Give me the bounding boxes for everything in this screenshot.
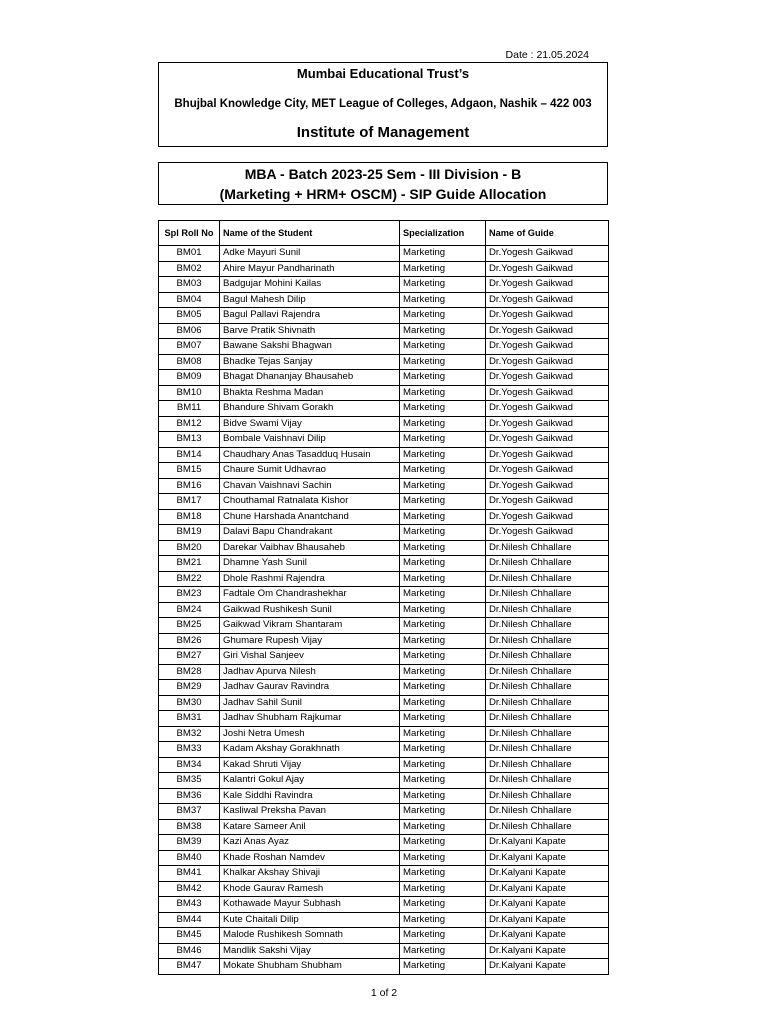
cell-roll-no: BM36: [159, 788, 220, 804]
cell-roll-no: BM33: [159, 742, 220, 758]
table-row: [159, 897, 609, 913]
cell-student-name: Gaikwad Vikram Shantaram: [220, 618, 400, 634]
cell-specialization: Marketing: [400, 633, 486, 649]
cell-specialization: Marketing: [400, 277, 486, 293]
cell-roll-no: BM07: [159, 339, 220, 355]
cell-guide-name: Dr.Nilesh Chhallare: [486, 726, 609, 742]
cell-specialization: Marketing: [400, 556, 486, 572]
document-date: Date : 21.05.2024: [505, 49, 589, 61]
cell-specialization: Marketing: [400, 246, 486, 262]
cell-specialization: Marketing: [400, 897, 486, 913]
cell-student-name: Giri Vishal Sanjeev: [220, 649, 400, 665]
cell-guide-name: Dr.Nilesh Chhallare: [486, 602, 609, 618]
cell-student-name: Kale Siddhi Ravindra: [220, 788, 400, 804]
cell-student-name: Khode Gaurav Ramesh: [220, 881, 400, 897]
cell-specialization: Marketing: [400, 866, 486, 882]
title-line-2: (Marketing + HRM+ OSCM) - SIP Guide Allocation: [219, 186, 547, 202]
cell-specialization: Marketing: [400, 261, 486, 277]
table-row: [159, 385, 609, 401]
cell-specialization: Marketing: [400, 571, 486, 587]
table-row: [159, 928, 609, 944]
cell-student-name: Badgujar Mohini Kailas: [220, 277, 400, 293]
cell-roll-no: BM21: [159, 556, 220, 572]
cell-specialization: Marketing: [400, 757, 486, 773]
cell-student-name: Bhagat Dhananjay Bhausaheb: [220, 370, 400, 386]
cell-guide-name: Dr.Nilesh Chhallare: [486, 664, 609, 680]
cell-specialization: Marketing: [400, 664, 486, 680]
cell-student-name: Gaikwad Rushikesh Sunil: [220, 602, 400, 618]
cell-roll-no: BM02: [159, 261, 220, 277]
cell-guide-name: Dr.Kalyani Kapate: [486, 866, 609, 882]
cell-student-name: Chune Harshada Anantchand: [220, 509, 400, 525]
cell-roll-no: BM41: [159, 866, 220, 882]
cell-specialization: Marketing: [400, 788, 486, 804]
cell-roll-no: BM22: [159, 571, 220, 587]
cell-student-name: Bidve Swami Vijay: [220, 416, 400, 432]
cell-specialization: Marketing: [400, 726, 486, 742]
cell-specialization: Marketing: [400, 308, 486, 324]
cell-specialization: Marketing: [400, 323, 486, 339]
table-row: [159, 819, 609, 835]
table-row: [159, 540, 609, 556]
cell-roll-no: BM29: [159, 680, 220, 696]
table-row: [159, 308, 609, 324]
cell-student-name: Jadhav Gaurav Ravindra: [220, 680, 400, 696]
table-row: [159, 494, 609, 510]
cell-student-name: Katare Sameer Anil: [220, 819, 400, 835]
cell-student-name: Dalavi Bapu Chandrakant: [220, 525, 400, 541]
cell-student-name: Ahire Mayur Pandharinath: [220, 261, 400, 277]
cell-student-name: Chouthamal Ratnalata Kishor: [220, 494, 400, 510]
cell-specialization: Marketing: [400, 850, 486, 866]
cell-student-name: Bombale Vaishnavi Dilip: [220, 432, 400, 448]
cell-student-name: Khalkar Akshay Shivaji: [220, 866, 400, 882]
cell-guide-name: Dr.Nilesh Chhallare: [486, 773, 609, 789]
table-row: [159, 246, 609, 262]
cell-roll-no: BM14: [159, 447, 220, 463]
table-row: [159, 416, 609, 432]
title-line-1: MBA - Batch 2023-25 Sem - III Division - B: [244, 166, 522, 182]
cell-student-name: Kakad Shruti Vijay: [220, 757, 400, 773]
cell-specialization: Marketing: [400, 401, 486, 417]
table-row: [159, 323, 609, 339]
cell-guide-name: Dr.Yogesh Gaikwad: [486, 447, 609, 463]
cell-guide-name: Dr.Nilesh Chhallare: [486, 649, 609, 665]
cell-student-name: Mokate Shubham Shubham: [220, 959, 400, 975]
table-row: [159, 556, 609, 572]
cell-guide-name: Dr.Nilesh Chhallare: [486, 633, 609, 649]
cell-roll-no: BM10: [159, 385, 220, 401]
cell-roll-no: BM08: [159, 354, 220, 370]
cell-guide-name: Dr.Nilesh Chhallare: [486, 587, 609, 603]
cell-roll-no: BM47: [159, 959, 220, 975]
cell-specialization: Marketing: [400, 354, 486, 370]
cell-guide-name: Dr.Yogesh Gaikwad: [486, 525, 609, 541]
table-row: [159, 339, 609, 355]
cell-roll-no: BM01: [159, 246, 220, 262]
cell-guide-name: Dr.Yogesh Gaikwad: [486, 478, 609, 494]
table-row: [159, 866, 609, 882]
cell-guide-name: Dr.Kalyani Kapate: [486, 850, 609, 866]
col-header-specialization: Specialization: [400, 221, 486, 246]
table-row: [159, 277, 609, 293]
cell-roll-no: BM24: [159, 602, 220, 618]
cell-guide-name: Dr.Nilesh Chhallare: [486, 571, 609, 587]
cell-guide-name: Dr.Yogesh Gaikwad: [486, 323, 609, 339]
cell-specialization: Marketing: [400, 339, 486, 355]
cell-specialization: Marketing: [400, 509, 486, 525]
cell-specialization: Marketing: [400, 773, 486, 789]
cell-guide-name: Dr.Kalyani Kapate: [486, 897, 609, 913]
cell-roll-no: BM05: [159, 308, 220, 324]
cell-specialization: Marketing: [400, 385, 486, 401]
cell-student-name: Chaure Sumit Udhavrao: [220, 463, 400, 479]
col-header-guide-name: Name of Guide: [486, 221, 609, 246]
col-header-student-name: Name of the Student: [220, 221, 400, 246]
cell-roll-no: BM12: [159, 416, 220, 432]
cell-guide-name: Dr.Nilesh Chhallare: [486, 695, 609, 711]
cell-roll-no: BM16: [159, 478, 220, 494]
cell-guide-name: Dr.Yogesh Gaikwad: [486, 416, 609, 432]
cell-guide-name: Dr.Yogesh Gaikwad: [486, 292, 609, 308]
cell-guide-name: Dr.Yogesh Gaikwad: [486, 385, 609, 401]
cell-student-name: Kadam Akshay Gorakhnath: [220, 742, 400, 758]
table-row: [159, 432, 609, 448]
cell-guide-name: Dr.Kalyani Kapate: [486, 912, 609, 928]
cell-specialization: Marketing: [400, 695, 486, 711]
cell-roll-no: BM38: [159, 819, 220, 835]
cell-specialization: Marketing: [400, 819, 486, 835]
cell-specialization: Marketing: [400, 602, 486, 618]
table-row: [159, 850, 609, 866]
cell-guide-name: Dr.Yogesh Gaikwad: [486, 509, 609, 525]
cell-roll-no: BM44: [159, 912, 220, 928]
cell-student-name: Mandlik Sakshi Vijay: [220, 943, 400, 959]
cell-specialization: Marketing: [400, 478, 486, 494]
cell-specialization: Marketing: [400, 912, 486, 928]
institution-address: Bhujbal Knowledge City, MET League of Colleges, Adgaon, Nashik – 422 003: [174, 98, 592, 110]
cell-roll-no: BM18: [159, 509, 220, 525]
cell-roll-no: BM32: [159, 726, 220, 742]
table-row: [159, 478, 609, 494]
cell-roll-no: BM19: [159, 525, 220, 541]
table-row: [159, 680, 609, 696]
cell-roll-no: BM46: [159, 943, 220, 959]
cell-student-name: Jadhav Sahil Sunil: [220, 695, 400, 711]
cell-roll-no: BM15: [159, 463, 220, 479]
cell-specialization: Marketing: [400, 463, 486, 479]
cell-roll-no: BM37: [159, 804, 220, 820]
cell-guide-name: Dr.Kalyani Kapate: [486, 959, 609, 975]
cell-student-name: Jadhav Shubham Rajkumar: [220, 711, 400, 727]
cell-specialization: Marketing: [400, 835, 486, 851]
cell-guide-name: Dr.Kalyani Kapate: [486, 881, 609, 897]
cell-roll-no: BM42: [159, 881, 220, 897]
guide-allocation-table: [158, 220, 609, 975]
cell-specialization: Marketing: [400, 370, 486, 386]
cell-guide-name: Dr.Yogesh Gaikwad: [486, 277, 609, 293]
table-row: [159, 959, 609, 975]
cell-roll-no: BM35: [159, 773, 220, 789]
table-row: [159, 292, 609, 308]
cell-guide-name: Dr.Yogesh Gaikwad: [486, 463, 609, 479]
cell-guide-name: Dr.Yogesh Gaikwad: [486, 401, 609, 417]
cell-guide-name: Dr.Kalyani Kapate: [486, 928, 609, 944]
cell-roll-no: BM17: [159, 494, 220, 510]
cell-roll-no: BM34: [159, 757, 220, 773]
cell-roll-no: BM25: [159, 618, 220, 634]
cell-guide-name: Dr.Nilesh Chhallare: [486, 680, 609, 696]
cell-roll-no: BM09: [159, 370, 220, 386]
cell-roll-no: BM06: [159, 323, 220, 339]
cell-guide-name: Dr.Kalyani Kapate: [486, 835, 609, 851]
table-row: [159, 912, 609, 928]
table-row: [159, 401, 609, 417]
cell-specialization: Marketing: [400, 292, 486, 308]
cell-roll-no: BM04: [159, 292, 220, 308]
table-row: [159, 447, 609, 463]
cell-student-name: Bhakta Reshma Madan: [220, 385, 400, 401]
table-row: [159, 664, 609, 680]
cell-roll-no: BM28: [159, 664, 220, 680]
cell-guide-name: Dr.Nilesh Chhallare: [486, 742, 609, 758]
table-row: [159, 525, 609, 541]
table-row: [159, 726, 609, 742]
table-row: [159, 261, 609, 277]
cell-guide-name: Dr.Yogesh Gaikwad: [486, 246, 609, 262]
cell-student-name: Bagul Pallavi Rajendra: [220, 308, 400, 324]
cell-guide-name: Dr.Nilesh Chhallare: [486, 618, 609, 634]
cell-specialization: Marketing: [400, 649, 486, 665]
cell-specialization: Marketing: [400, 432, 486, 448]
cell-guide-name: Dr.Nilesh Chhallare: [486, 556, 609, 572]
cell-student-name: Kothawade Mayur Subhash: [220, 897, 400, 913]
cell-guide-name: Dr.Yogesh Gaikwad: [486, 261, 609, 277]
institution-header: [158, 62, 608, 147]
table-row: [159, 835, 609, 851]
cell-guide-name: Dr.Yogesh Gaikwad: [486, 354, 609, 370]
cell-student-name: Kasliwal Preksha Pavan: [220, 804, 400, 820]
cell-student-name: Fadtale Om Chandrashekhar: [220, 587, 400, 603]
table-row: [159, 463, 609, 479]
table-row: [159, 633, 609, 649]
col-header-roll-no: Spl Roll No: [159, 221, 220, 246]
table-row: [159, 788, 609, 804]
cell-student-name: Jadhav Apurva Nilesh: [220, 664, 400, 680]
cell-roll-no: BM11: [159, 401, 220, 417]
cell-specialization: Marketing: [400, 416, 486, 432]
table-row: [159, 587, 609, 603]
trust-name: Mumbai Educational Trust’s: [296, 66, 470, 81]
cell-specialization: Marketing: [400, 540, 486, 556]
table-row: [159, 757, 609, 773]
cell-student-name: Bawane Sakshi Bhagwan: [220, 339, 400, 355]
cell-guide-name: Dr.Nilesh Chhallare: [486, 757, 609, 773]
table-row: [159, 354, 609, 370]
cell-roll-no: BM27: [159, 649, 220, 665]
table-row: [159, 711, 609, 727]
cell-roll-no: BM45: [159, 928, 220, 944]
cell-specialization: Marketing: [400, 587, 486, 603]
cell-student-name: Chavan Vaishnavi Sachin: [220, 478, 400, 494]
table-header-row: [159, 221, 609, 246]
institute-name: Institute of Management: [296, 124, 470, 141]
cell-roll-no: BM13: [159, 432, 220, 448]
cell-specialization: Marketing: [400, 959, 486, 975]
cell-student-name: Dhamne Yash Sunil: [220, 556, 400, 572]
cell-student-name: Bagul Mahesh Dilip: [220, 292, 400, 308]
cell-guide-name: Dr.Nilesh Chhallare: [486, 804, 609, 820]
cell-guide-name: Dr.Nilesh Chhallare: [486, 540, 609, 556]
cell-student-name: Joshi Netra Umesh: [220, 726, 400, 742]
table-row: [159, 881, 609, 897]
cell-student-name: Adke Mayuri Sunil: [220, 246, 400, 262]
table-row: [159, 695, 609, 711]
table-row: [159, 804, 609, 820]
cell-specialization: Marketing: [400, 618, 486, 634]
table-row: [159, 571, 609, 587]
table-body: [159, 246, 609, 975]
cell-guide-name: Dr.Kalyani Kapate: [486, 943, 609, 959]
cell-student-name: Chaudhary Anas Tasadduq Husain: [220, 447, 400, 463]
cell-student-name: Kalantri Gokul Ajay: [220, 773, 400, 789]
cell-specialization: Marketing: [400, 711, 486, 727]
cell-specialization: Marketing: [400, 494, 486, 510]
cell-specialization: Marketing: [400, 525, 486, 541]
cell-guide-name: Dr.Yogesh Gaikwad: [486, 339, 609, 355]
cell-roll-no: BM03: [159, 277, 220, 293]
table-row: [159, 742, 609, 758]
cell-guide-name: Dr.Nilesh Chhallare: [486, 819, 609, 835]
table-row: [159, 773, 609, 789]
cell-roll-no: BM39: [159, 835, 220, 851]
cell-student-name: Kute Chaitali Dilip: [220, 912, 400, 928]
cell-student-name: Dhole Rashmi Rajendra: [220, 571, 400, 587]
document-title: [158, 162, 608, 205]
cell-student-name: Ghumare Rupesh Vijay: [220, 633, 400, 649]
cell-student-name: Bhandure Shivam Gorakh: [220, 401, 400, 417]
cell-specialization: Marketing: [400, 680, 486, 696]
cell-student-name: Kazi Anas Ayaz: [220, 835, 400, 851]
table-row: [159, 649, 609, 665]
cell-roll-no: BM31: [159, 711, 220, 727]
page-number: 1 of 2: [370, 987, 398, 999]
table-row: [159, 602, 609, 618]
cell-roll-no: BM26: [159, 633, 220, 649]
table-row: [159, 943, 609, 959]
cell-roll-no: BM23: [159, 587, 220, 603]
cell-guide-name: Dr.Yogesh Gaikwad: [486, 370, 609, 386]
cell-guide-name: Dr.Yogesh Gaikwad: [486, 494, 609, 510]
cell-specialization: Marketing: [400, 742, 486, 758]
cell-roll-no: BM20: [159, 540, 220, 556]
cell-specialization: Marketing: [400, 943, 486, 959]
cell-student-name: Barve Pratik Shivnath: [220, 323, 400, 339]
cell-guide-name: Dr.Yogesh Gaikwad: [486, 308, 609, 324]
cell-student-name: Darekar Vaibhav Bhausaheb: [220, 540, 400, 556]
table-row: [159, 370, 609, 386]
cell-specialization: Marketing: [400, 447, 486, 463]
cell-student-name: Malode Rushikesh Somnath: [220, 928, 400, 944]
table-row: [159, 618, 609, 634]
cell-guide-name: Dr.Yogesh Gaikwad: [486, 432, 609, 448]
table-row: [159, 509, 609, 525]
cell-roll-no: BM43: [159, 897, 220, 913]
cell-student-name: Khade Roshan Namdev: [220, 850, 400, 866]
cell-specialization: Marketing: [400, 928, 486, 944]
cell-guide-name: Dr.Nilesh Chhallare: [486, 711, 609, 727]
cell-roll-no: BM30: [159, 695, 220, 711]
cell-student-name: Bhadke Tejas Sanjay: [220, 354, 400, 370]
cell-roll-no: BM40: [159, 850, 220, 866]
cell-specialization: Marketing: [400, 804, 486, 820]
cell-guide-name: Dr.Nilesh Chhallare: [486, 788, 609, 804]
cell-specialization: Marketing: [400, 881, 486, 897]
